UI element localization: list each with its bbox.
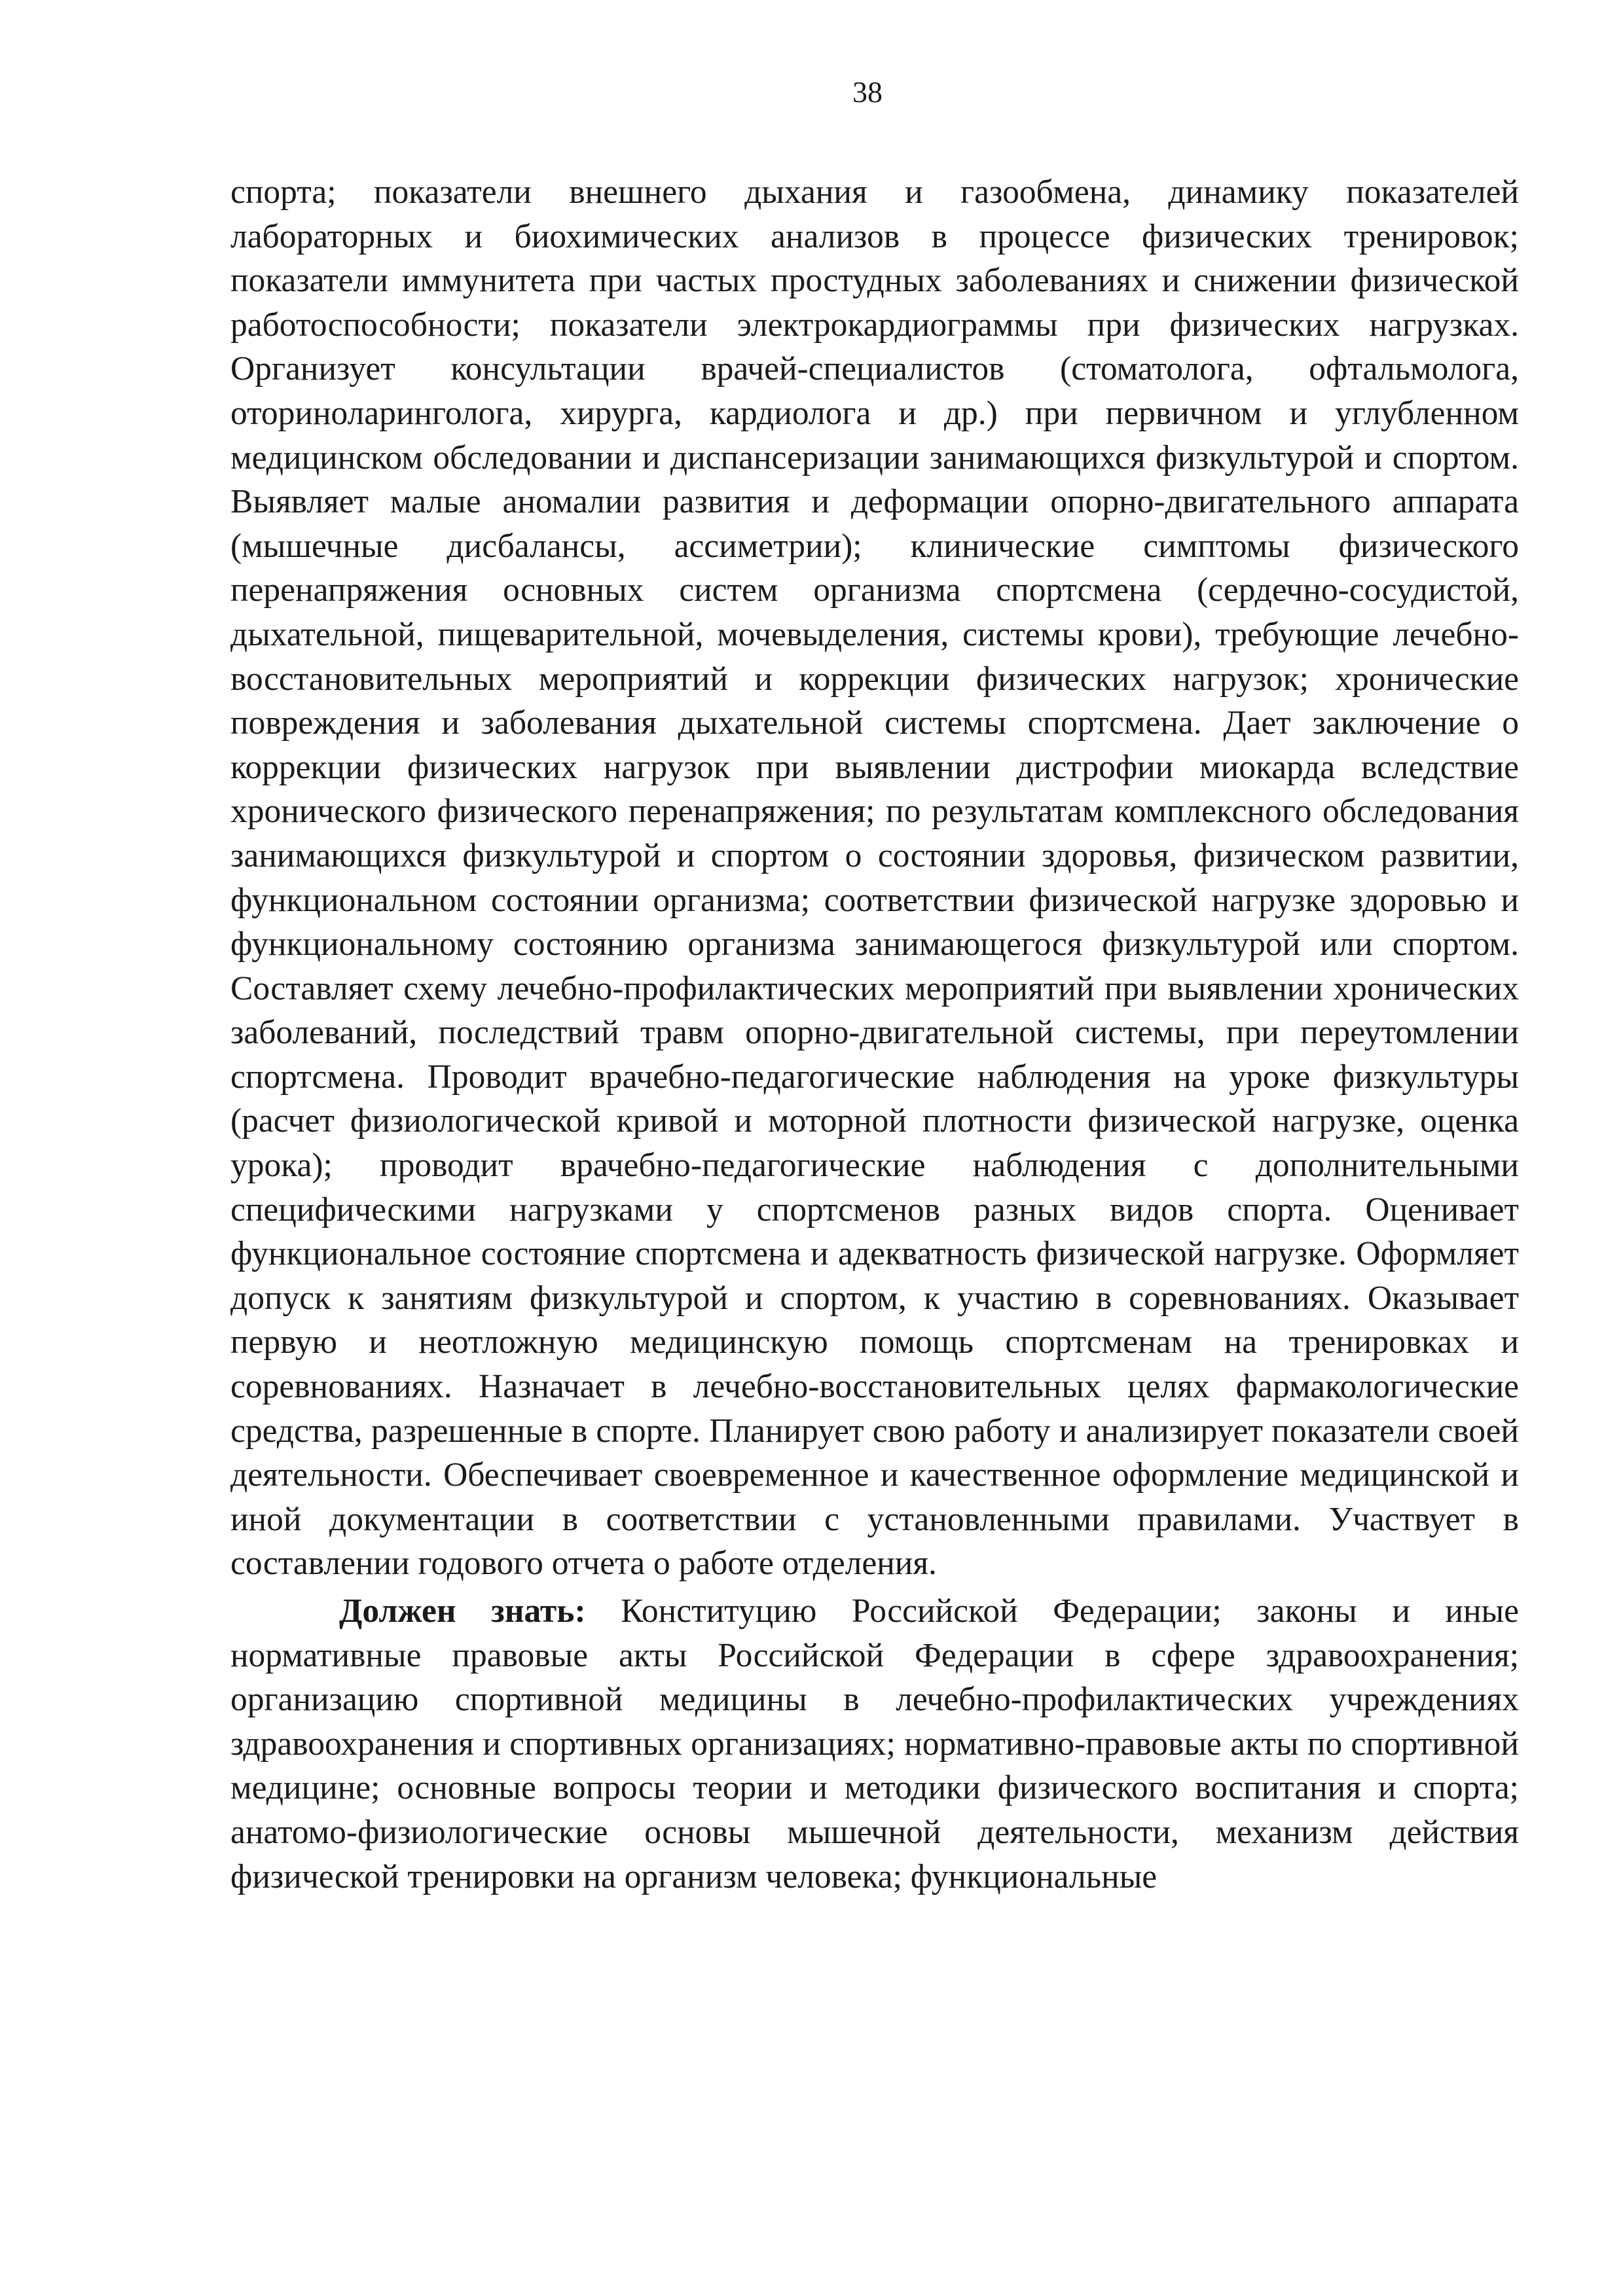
- page-number: 38: [852, 75, 883, 109]
- document-body: [230, 170, 1519, 1899]
- paragraph-must-know: [230, 1589, 1519, 1899]
- must-know-text: Конституцию Российской Федерации; законы и иные нормативные правовые акты Российской Федерации в сфере здравоохранения; организацию спортивной медицины в лечебно-профилактических учреждениях здравоохранения и спортивных организациях; нормативно-правовые акты по спортивной медицине; основные вопросы теории и методики физического воспитания и спорта; анатомо-физиологические основы мышечной деятельности, механизм действия физической тренировки на организм человека; функциональные: [230, 1592, 1519, 1895]
- paragraph-responsibilities: спорта; показатели внешнего дыхания и газообмена, динамику показателей лабораторных и биохимических анализов в процессе физических тренировок; показатели иммунитета при частых простудных заболеваниях и снижении физической работоспособности; показатели электрокардиограммы при физических нагрузках. Организует консультации врачей-специалистов (стоматолога, офтальмолога, оториноларинголога, хирурга, кардиолога и др.) при первичном и углубленном медицинском обследовании и диспансеризации занимающихся физкультурой и спортом. Выявляет малые аномалии развития и деформации опорно-двигательного аппарата (мышечные дисбалансы, ассиметрии); клинические симптомы физического перенапряжения основных систем организма спортсмена (сердечно-сосудистой, дыхательной, пищеварительной, мочевыделения, системы крови), требующие лечебно-восстановительных мероприятий и коррекции физических нагрузок; хронические повреждения и заболевания дыхательной системы спортсмена. Дает заключение о коррекции физических нагрузок при выявлении дистрофии миокарда вследствие хронического физического перенапряжения; по результатам комплексного обследования занимающихся физкультурой и спортом о состоянии здоровья, физическом развитии, функциональном состоянии организма; соответствии физической нагрузке здоровью и функциональному состоянию организма занимающегося физкультурой или спортом. Составляет схему лечебно-профилактических мероприятий при выявлении хронических заболеваний, последствий травм опорно-двигательной системы, при переутомлении спортсмена. Проводит врачебно-педагогические наблюдения на уроке физкультуры (расчет физиологической кривой и моторной плотности физической нагрузке, оценка урока); проводит врачебно-педагогические наблюдения с дополнительными специфическими нагрузками у спортсменов разных видов спорта. Оценивает функциональное состояние спортсмена и адекватность физической нагрузке. Оформляет допуск к занятиям физкультурой и спортом, к участию в соревнованиях. Оказывает первую и неотложную медицинскую помощь спортсменам на тренировках и соревнованиях. Назначает в лечебно-восстановительных целях фармакологические средства, разрешенные в спорте. Планирует свою работу и анализирует показатели своей деятельности. Обеспечивает своевременное и качественное оформление медицинской и иной документации в соответствии с установленными правилами. Участвует в составлении годового отчета о работе отделения.: [230, 173, 1519, 1583]
- must-know-heading: Должен знать:: [339, 1592, 586, 1630]
